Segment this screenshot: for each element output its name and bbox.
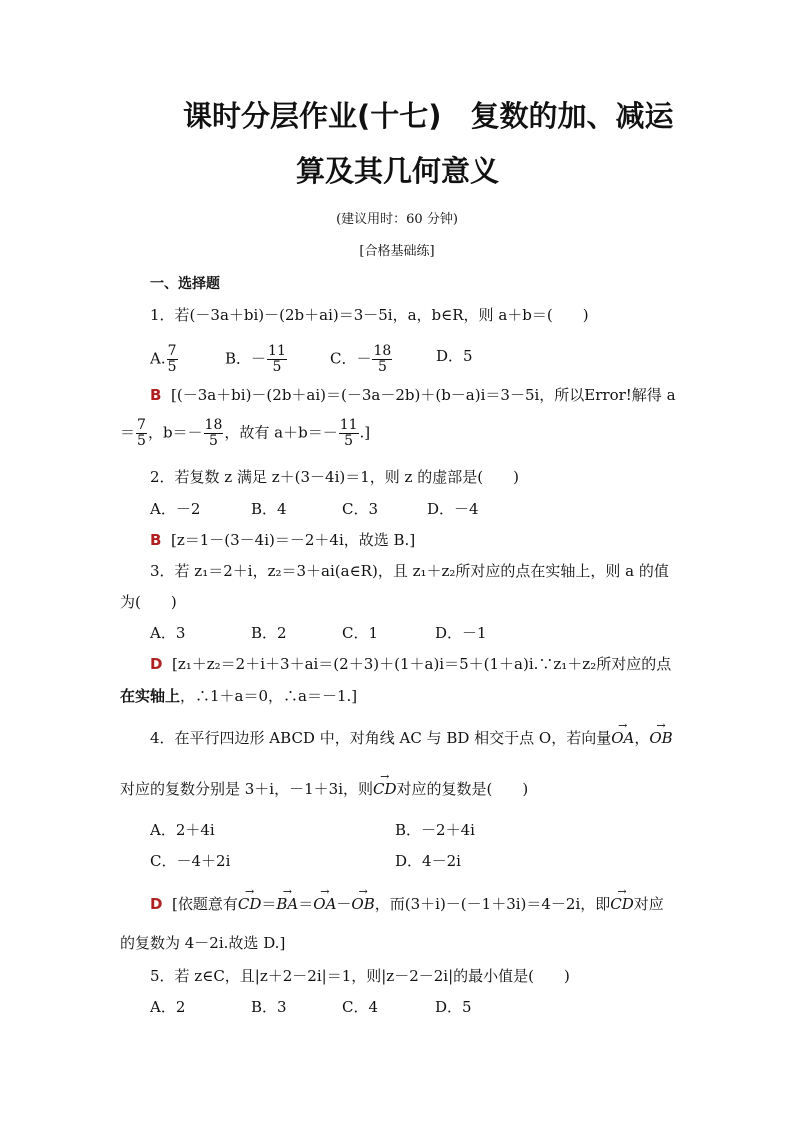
vector-ob: → OB xyxy=(649,728,672,748)
q3-solution-line1: D [z₁＋z₂＝2＋i＋3＋ai＝(2＋3)＋(1＋a)i＝5＋(1＋a)i.∵z₁＋z₂所对应的点 xyxy=(150,655,672,673)
q4-stem-line1: 4．在平行四边形 ABCD 中，对角线 AC 与 BD 相交于点 O，若向量→ OA，→ OB xyxy=(150,728,673,748)
q1-answer: B xyxy=(150,386,162,404)
q1-option-b: B．－ $\frac{11}{5}$ xyxy=(225,343,286,375)
suggested-time: (建议用时：60 分钟) xyxy=(336,212,458,227)
page-title-line1: 课时分层作业(十七) 复数的加、减运 xyxy=(183,99,674,133)
q5-stem: 5．若 z∈C，且|z＋2－2i|＝1，则|z－2－2i|的最小值是( ) xyxy=(150,967,570,985)
q2-option-b: B．4 xyxy=(251,500,287,518)
q2-solution: B [z＝1－(3－4i)＝－2＋4i，故选 B.] xyxy=(150,531,416,549)
q2-option-a: A．－2 xyxy=(150,500,201,518)
q3-option-a: A．3 xyxy=(150,624,186,642)
q5-option-d: D．5 xyxy=(435,998,472,1016)
vector-oa: → OA xyxy=(611,728,634,748)
q1-option-a: A. $\frac{7}{5}$ xyxy=(150,343,177,375)
section-tag: [合格基础练] xyxy=(359,244,435,259)
q1-solution-line2: ＝ $\frac{7}{5}$ ，b＝－ $\frac{18}{5}$ ，故有 a＋b＝－ $\frac{11}{5}$ .] xyxy=(120,417,371,449)
q3-option-d: D．－1 xyxy=(435,624,487,642)
q3-option-b: B．2 xyxy=(251,624,287,642)
q3-stem-line2: 为( ) xyxy=(120,593,177,611)
q3-answer: D xyxy=(150,655,163,673)
q4-solution-line2: 的复数为 4－2i.故选 D.] xyxy=(120,934,286,952)
q3-option-c: C．1 xyxy=(342,624,379,642)
q5-option-a: A．2 xyxy=(150,998,186,1016)
q2-option-d: D．－4 xyxy=(427,500,479,518)
q3-stem-line1: 3．若 z₁＝2＋i，z₂＝3＋ai(a∈R)，且 z₁＋z₂所对应的点在实轴上，则 a 的值 xyxy=(150,562,669,580)
page-title-line2: 算及其几何意义 xyxy=(296,154,500,188)
q4-solution-line1: D [依题意有→ CD＝→ BA＝→ OA－→ OB，而(3＋i)－(－1＋3i)＝4－2i，即→ CD对应 xyxy=(150,894,664,914)
q4-stem-line2: 对应的复数分别是 3＋i，－1＋3i，则→ CD对应的复数是( ) xyxy=(120,779,528,799)
q2-answer: B xyxy=(150,531,162,549)
q1-option-c: C．－ $\frac{18}{5}$ xyxy=(330,343,392,375)
q4-answer: D xyxy=(150,895,163,913)
q1-stem: 1．若(－3a＋bi)－(2b＋ai)＝3－5i，a，b∈R，则 a＋b＝( ) xyxy=(150,306,589,324)
q4-option-c: C．－4＋2i xyxy=(150,852,231,870)
q4-option-d: D．4－2i xyxy=(395,852,461,870)
q5-option-c: C．4 xyxy=(342,998,379,1016)
q4-option-b: B．－2＋4i xyxy=(395,821,475,839)
q1-solution-line1: B [(－3a＋bi)－(2b＋ai)＝(－3a－2b)＋(b－a)i＝3－5i，所以Error!解得 a xyxy=(150,386,676,404)
q2-option-c: C．3 xyxy=(342,500,379,518)
q1-option-d: D．5 xyxy=(436,347,473,365)
vector-cd: → CD xyxy=(373,779,397,799)
q4-option-a: A．2＋4i xyxy=(150,821,215,839)
q3-solution-line2: 在实轴上，∴1＋a＝0，∴a＝－1.] xyxy=(120,687,358,705)
section-heading: 一、选择题 xyxy=(150,276,220,292)
q5-option-b: B．3 xyxy=(251,998,287,1016)
q2-stem: 2．若复数 z 满足 z＋(3－4i)＝1，则 z 的虚部是( ) xyxy=(150,468,519,486)
